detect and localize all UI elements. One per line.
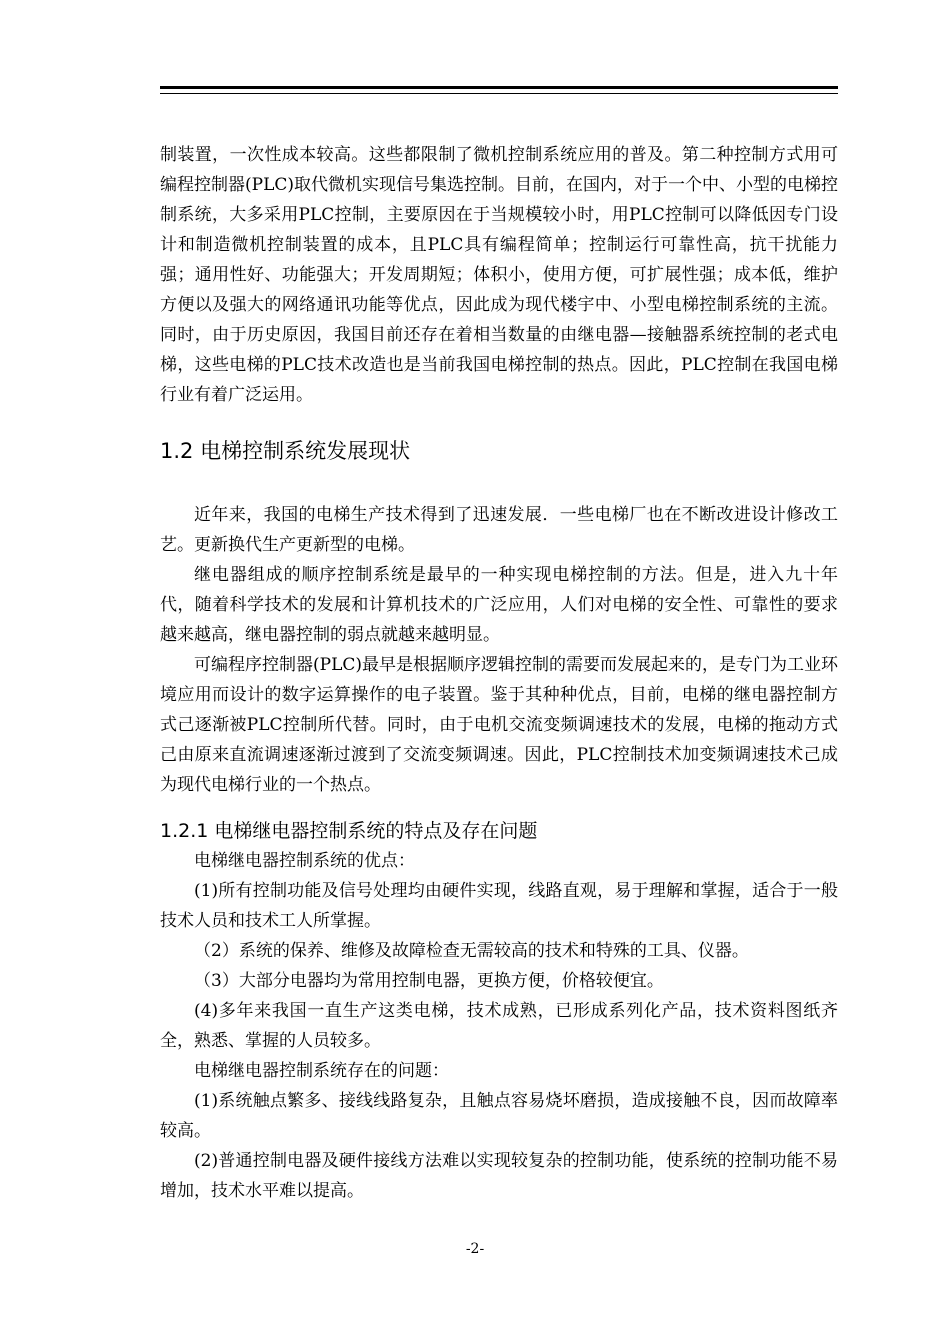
body-paragraph: 近年来，我国的电梯生产技术得到了迅速发展．一些电梯厂也在不断改进设计修改工艺。更新换代生产更新型的电梯。 <box>160 505 838 555</box>
list-item: (1)系统触点繁多、接线线路复杂，且触点容易烧坏磨损，造成接触不良，因而故障率较高。 <box>160 1091 838 1141</box>
section-heading-1-2-1: 1.2.1 电梯继电器控制系统的特点及存在问题 <box>160 820 538 842</box>
list-item: （3）大部分电器均为常用控制电器，更换方便，价格较便宜。 <box>194 971 664 991</box>
list-item: (2)普通控制电器及硬件接线方法难以实现较复杂的控制功能，使系统的控制功能不易增加，技术水平难以提高。 <box>160 1151 838 1201</box>
list-item: （2）系统的保养、维修及故障检查无需较高的技术和特殊的工具、仪器。 <box>194 941 749 961</box>
section-heading-1-2: 1.2 电梯控制系统发展现状 <box>160 439 411 463</box>
body-paragraph: 继电器组成的顺序控制系统是最早的一种实现电梯控制的方法。但是，进入九十年代，随着科学技术的发展和计算机技术的广泛应用，人们对电梯的安全性、可靠性的要求越来越高，继电器控制的弱点就越来越明显。 <box>160 565 838 645</box>
list-item: (1)所有控制功能及信号处理均由硬件实现，线路直观，易于理解和掌握，适合于一般技术人员和技术工人所掌握。 <box>160 881 838 931</box>
body-paragraph: 电梯继电器控制系统存在的问题： <box>194 1061 449 1081</box>
body-content <box>160 140 838 1206</box>
body-paragraph: 电梯继电器控制系统的优点： <box>194 851 415 871</box>
body-paragraph: 可编程序控制器(PLC)最早是根据顺序逻辑控制的需要而发展起来的，是专门为工业环境应用而设计的数字运算操作的电子装置。鉴于其种种优点，目前，电梯的继电器控制方式己逐渐被PLC控制所代替。同时，由于电机交流变频调速技术的发展，电梯的拖动方式己由原来直流调速逐渐过渡到了交流变频调速。因此，PLC控制技术加变频调速技术己成为现代电梯行业的一个热点。 <box>160 655 838 795</box>
intro-paragraph: 制装置，一次性成本较高。这些都限制了微机控制系统应用的普及。第二种控制方式用可编程控制器(PLC)取代微机实现信号集选控制。目前，在国内，对于一个中、小型的电梯控制系统，大多采用PLC控制，主要原因在于当规模较小时，用PLC控制可以降低因专门设计和制造微机控制装置的成本，且PLC具有编程简单；控制运行可靠性高，抗干扰能力强；通用性好、功能强大；开发周期短；体积小，使用方便，可扩展性强；成本低，维护方便以及强大的网络通讯功能等优点，因此成为现代楼宇中、小型电梯控制系统的主流。同时，由于历史原因，我国目前还存在着相当数量的由继电器—接触器系统控制的老式电梯，这些电梯的PLC技术改造也是当前我国电梯控制的热点。因此，PLC控制在我国电梯行业有着广泛运用。 <box>160 145 838 405</box>
page-number: -2- <box>465 1241 485 1257</box>
list-item: (4)多年来我国一直生产这类电梯，技术成熟，已形成系列化产品，技术资料图纸齐全，熟悉、掌握的人员较多。 <box>160 1001 838 1051</box>
header-rule-thick <box>160 86 838 89</box>
header-rule-thin <box>160 93 838 94</box>
